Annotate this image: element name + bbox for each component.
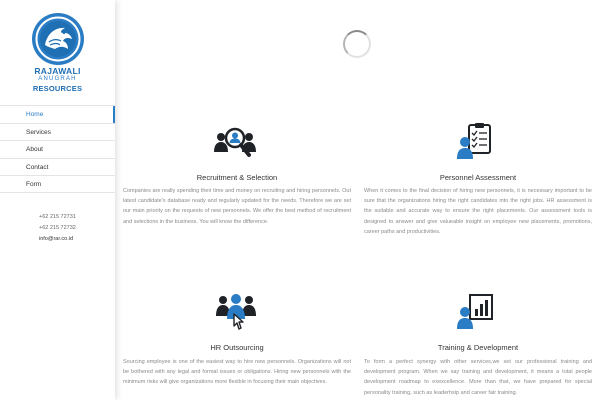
contact-info [0,212,115,245]
main-nav [0,105,115,193]
eagle-logo-icon[interactable] [31,12,85,66]
phone-number-1: +62 215 72731 [39,214,76,220]
clipboard-person-icon [456,122,492,160]
magnifier-people-icon [213,125,257,159]
service-description: Companies are really spending their time and money on recruiting and hiring personnels. Out latest candidate's database ready and regularly updated for the needs. Therefore we are set our main priority on the requests of new personnels. We offer the best method of recruitment and selections in the business. You will know the difference. [123,188,351,225]
brand-name-line3: RESOURCES [32,84,83,93]
nav-item-home[interactable]: Home [0,105,115,123]
service-title: HR Outsourcing [210,343,264,352]
service-title: Training & Development [437,343,519,352]
presenter-chart-icon [456,292,494,330]
group-pointer-icon [214,292,258,332]
service-description: When it comes to the final decision of hiring new personnels, it is necessary important to be sure that the organizations hiring the right candidates into the right jobs. HR assessment is the suitable and accurate way to ensure the right placements. Our assessment tools is designed to answer and give valueable insight on employee new placements, promotions, career paths and productivities. [364,188,592,235]
nav-item-about[interactable]: About [0,140,115,158]
service-title: Recruitment & Selection [196,173,278,182]
phone-number-2: +62 215 72732 [39,225,76,231]
service-description: Sourcing employee is one of the easiest way to hire new personnels. Organizations will not be bothered with any legal and formal issues or obligations. Hiring new personnels with the minimum risks will give organizations more flexible in focusing their main objectives. [123,359,351,386]
email-link[interactable]: info@rar.co.id [39,236,74,242]
nav-item-services[interactable]: Services [0,123,115,141]
brand-name-line1: RAJAWALI [34,66,81,76]
nav-item-contact[interactable]: Contact [0,158,115,176]
loading-spinner-icon [343,30,371,58]
brand-name-line2: ANUGRAH [38,76,77,82]
service-description: To form a perfect synergy with other services,we set our professional training and development program. When we say training and development, it means a total people development roadmap to exexcellence. More than that, we have prepared for special personality training, such as leaderhsip and career fair training. [364,359,592,396]
sidebar [0,0,115,400]
nav-item-form[interactable]: Form [0,175,115,193]
service-title: Personnel Assessment [439,173,517,182]
